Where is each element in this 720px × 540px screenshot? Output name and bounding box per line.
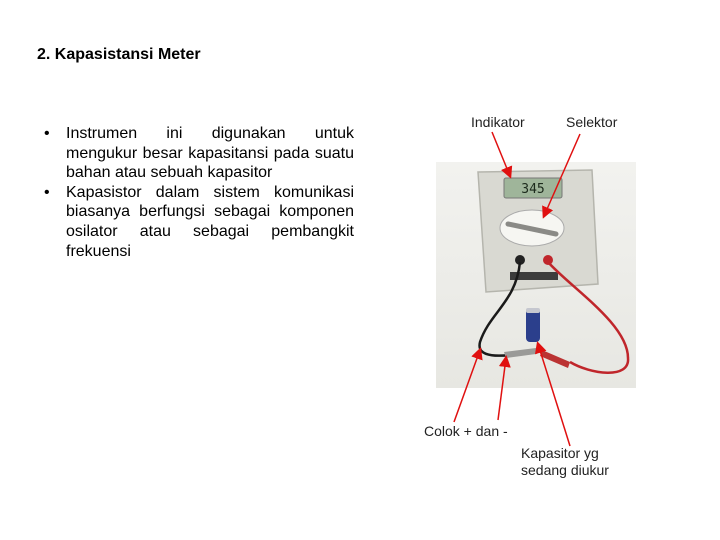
lcd-reading: 345 [521, 182, 545, 197]
bullet-dot-icon: • [44, 183, 50, 201]
capacitor [526, 308, 540, 342]
label-kapasitor-line1: Kapasitor yg [521, 445, 599, 461]
bullet-item [44, 183, 354, 261]
bullet-list [44, 124, 354, 261]
capacitance-meter-figure [420, 112, 642, 478]
label-kapasitor-line2: sedang diukur [521, 462, 609, 478]
bullet-item [44, 124, 354, 183]
label-indikator: Indikator [471, 114, 525, 130]
bullet-text: Instrumen ini digunakan untuk mengukur besar kapasitansi pada suatu bahan atau sebuah kapasitor [66, 125, 354, 182]
meter-photo [420, 112, 642, 474]
slide-title: 2. Kapasistansi Meter [37, 46, 201, 63]
label-colok: Colok + dan - [424, 423, 508, 439]
meter-body [478, 170, 598, 292]
bullet-dot-icon: • [44, 125, 50, 142]
label-selektor: Selektor [566, 114, 618, 130]
bullet-text: Kapasistor dalam sistem komunikasi biasanya berfungsi sebagai komponen osilator atau sebagai pembangkit frekuensi [66, 183, 354, 260]
